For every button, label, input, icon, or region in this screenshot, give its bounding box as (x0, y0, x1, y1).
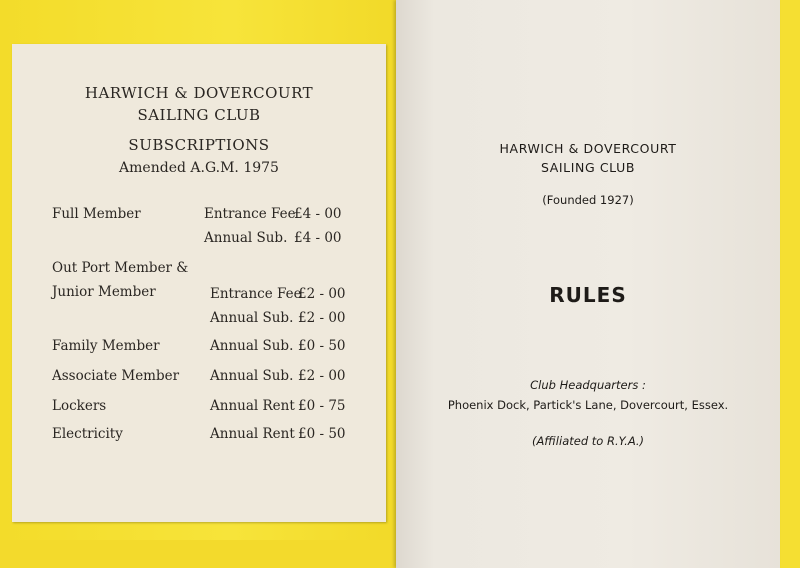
fee-type: Annual Sub. (204, 230, 288, 246)
fee-type: Annual Sub. (210, 368, 294, 384)
fee-amount: £4 - 00 (294, 230, 342, 246)
club-name-line1: HARWICH & DOVERCOURT (499, 141, 677, 156)
affiliation-note: (Affiliated to R.Y.A.) (531, 434, 645, 448)
member-type: Lockers (52, 398, 107, 414)
subscriptions-heading: SUBSCRIPTIONS (128, 136, 270, 154)
fee-type: Annual Sub. (210, 338, 294, 354)
amended-note: Amended A.G.M. 1975 (119, 160, 279, 176)
subscriptions-card (12, 44, 386, 522)
folder-bottom-edge (0, 540, 420, 568)
member-type: Out Port Member & (52, 260, 189, 276)
rules-title: RULES (549, 283, 627, 307)
rules-booklet-cover (396, 0, 780, 568)
fee-type: Entrance Fee (204, 206, 296, 222)
club-name-line2: SAILING CLUB (540, 160, 636, 175)
fee-amount: £0 - 50 (298, 426, 346, 442)
fee-amount: £0 - 75 (298, 398, 346, 414)
member-type: Electricity (52, 426, 123, 442)
fee-amount: £2 - 00 (298, 368, 346, 384)
fee-type: Annual Rent (210, 426, 295, 442)
founded-note: (Founded 1927) (542, 193, 634, 207)
fee-amount: £2 - 00 (298, 310, 346, 326)
fee-amount: £4 - 00 (294, 206, 342, 222)
club-name-line1: HARWICH & DOVERCOURT (84, 84, 314, 102)
fee-type: Entrance Fee (210, 286, 302, 302)
member-type: Associate Member (52, 368, 180, 384)
fee-type: Annual Sub. (210, 310, 294, 326)
fee-amount: £0 - 50 (298, 338, 346, 354)
club-name-line2: SAILING CLUB (137, 106, 261, 124)
hq-label: Club Headquarters : (530, 378, 646, 392)
fee-amount: £2 - 00 (298, 286, 346, 302)
member-type: Full Member (52, 206, 141, 222)
member-type: Family Member (52, 338, 160, 354)
hq-address: Phoenix Dock, Partick's Lane, Dovercourt, Essex. (447, 398, 729, 412)
member-type: Junior Member (52, 284, 156, 300)
fee-type: Annual Rent (210, 398, 295, 414)
